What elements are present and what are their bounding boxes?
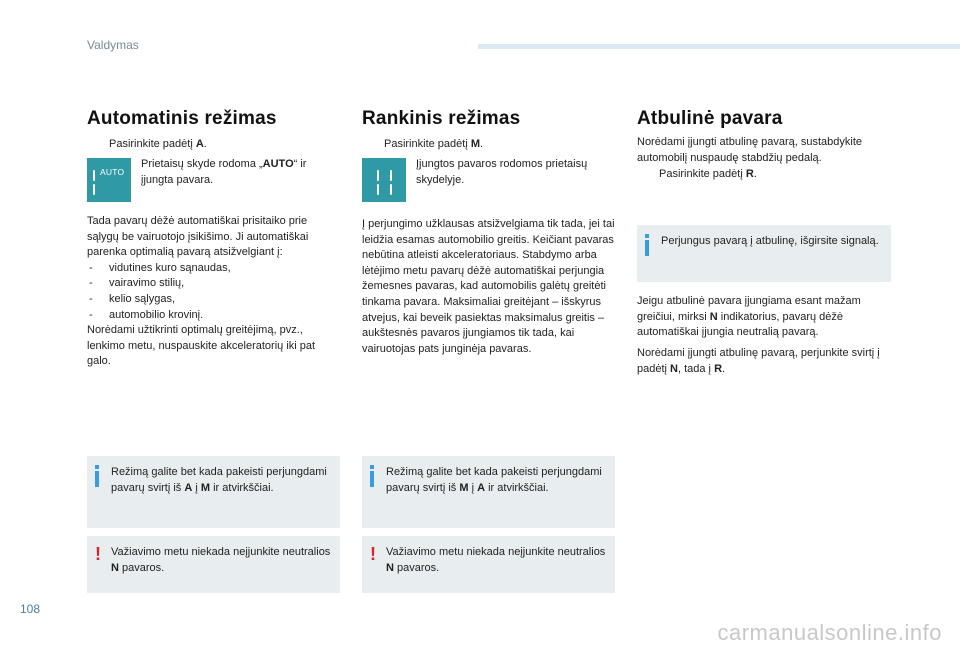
reverse-engage-text: Norėdami įjungti atbulinę pavarą, perjunkite svirtį į padėtį N, tada į R.	[637, 347, 880, 375]
list-item: - vidutines kuro sąnaudas,	[87, 261, 341, 277]
manual-select-step: Pasirinkite padėtį M.	[384, 138, 484, 150]
info-icon	[370, 465, 374, 487]
list-item: - kelio sąlygas,	[87, 292, 341, 308]
warning-icon: !	[370, 544, 376, 564]
manual-info-note: Režimą galite bet kada pakeisti perjungdami pavarų svirtį iš M į A ir atvirkščiai.	[362, 456, 615, 528]
header-bar	[478, 44, 960, 49]
warning-icon: !	[95, 544, 101, 564]
info-icon	[645, 234, 649, 256]
automatic-info-note: Režimą galite bet kada pakeisti perjungdami pavarų svirtį iš A į M ir atvirkščiai.	[87, 456, 340, 528]
automatic-factor-list	[87, 261, 341, 323]
reverse-intro: Norėdami įjungti atbulinę pavarą, sustabdykite automobilį nuspaudę stabdžių pedalą.	[637, 136, 863, 164]
reverse-gear-title: Atbulinė pavara	[637, 108, 783, 129]
automatic-select-step: Pasirinkite padėtį A.	[109, 138, 207, 150]
reverse-select-step: Pasirinkite padėtį R.	[659, 168, 757, 180]
info-icon	[95, 465, 99, 487]
automatic-mode-title: Automatinis režimas	[87, 108, 277, 129]
reverse-info-note: Perjungus pavarą į atbulinę, išgirsite signalą.	[637, 225, 891, 282]
section-title: Valdymas	[87, 38, 139, 52]
reverse-low-speed-text: Jeigu atbulinė pavara įjungiama esant mažam greičiui, mirksi N indikatorius, pavarų dėžė automatiškai įjungia neutralią pavarą.	[637, 295, 861, 339]
manual-display-icon	[362, 158, 406, 202]
list-item: - vairavimo stilių,	[87, 276, 341, 292]
manual-warning-note: ! Važiavimo metu niekada neįjunkite neutralios N pavaros.	[362, 536, 615, 593]
watermark: carmanualsonline.info	[717, 620, 942, 645]
manual-mode-title: Rankinis režimas	[362, 108, 521, 129]
manual-display-text: Įjungtos pavaros rodomos prietaisų skydelyje.	[416, 158, 588, 186]
list-item: - automobilio krovinį.	[87, 308, 341, 324]
automatic-warning-note: ! Važiavimo metu niekada neįjunkite neutralios N pavaros.	[87, 536, 340, 593]
auto-display-icon: AUTO	[87, 158, 131, 202]
page-number: 108	[20, 602, 41, 616]
automatic-display-text: Prietaisų skyde rodoma „AUTO“ ir įjungta pavara.	[141, 158, 307, 186]
automatic-description: Tada pavarų dėžė automatiškai prisitaiko prie sąlygų be vairuotojo įsikišimo. Ji automatiškai parenka optimalią pavarą atsižvelgiant į: - vidutines kuro sąnaudas, - vairavimo stilių, - kelio sąlygas, - automobilio krovinį. Norėdami užtikrinti optimalų greitėjimą, pvz., lenkimo metu, nuspauskite akceleratorių iki pat galo.	[87, 214, 341, 370]
manual-description: Į perjungimo užklausas atsižvelgiama tik tada, jei tai leidžia esamas automobilio greitis. Keičiant pavaras nebūtina atleisti akceleratoriaus. Stabdymo arba lėtėjimo metu pavarų dėžė automatiškai perjungia žemesnes pavaras, kad automobilis galėtų greitėti tinkama pavara. Maksimaliai greitėjant – išskyrus atvejus, kai beveik pasiektas maksimalus greitis – aukštesnės pavaros įjungiamos tik tada, kai vairuotojas pats junginėja pavaras.	[362, 218, 615, 355]
